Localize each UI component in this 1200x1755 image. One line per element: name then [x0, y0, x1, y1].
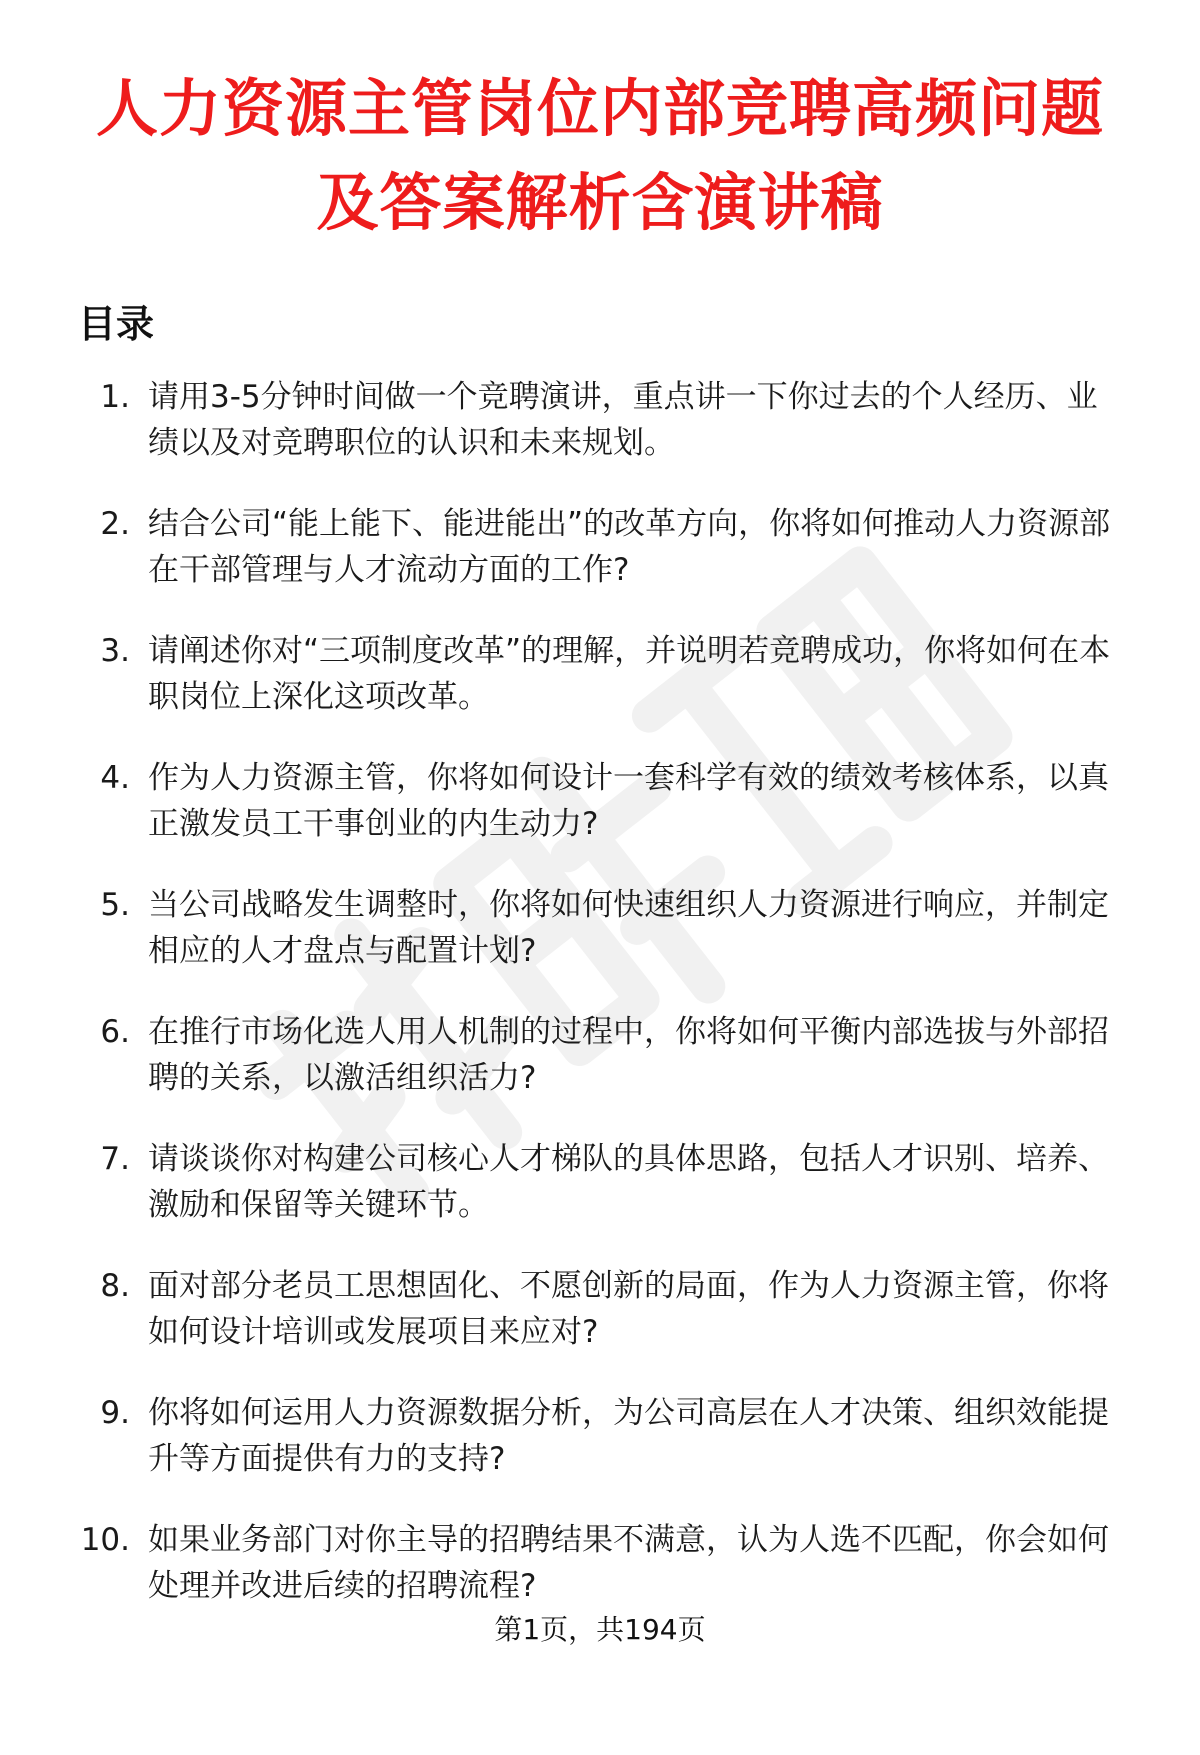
question-text: 面对部分老员工思想固化、不愿创新的局面，作为人力资源主管，你将如何设计培训或发展项目来应对? [148, 1268, 1109, 1350]
page-footer: 第1页，共194页 [494, 1613, 706, 1646]
question-number: 10. [80, 1522, 130, 1558]
question-text: 你将如何运用人力资源数据分析，为公司高层在人才决策、组织效能提升等方面提供有力的支持? [148, 1395, 1109, 1477]
question-text: 当公司战略发生调整时，你将如何快速组织人力资源进行响应，并制定相应的人才盘点与配置计划? [148, 887, 1109, 969]
question-number: 7. [100, 1141, 130, 1177]
question-number: 3. [100, 633, 130, 669]
question-number: 6. [100, 1014, 130, 1050]
question-number: 5. [100, 887, 130, 923]
question-text: 请谈谈你对构建公司核心人才梯队的具体思路，包括人才识别、培养、激励和保留等关键环节。 [148, 1141, 1109, 1223]
list-item [78, 882, 1122, 974]
list-item [78, 501, 1122, 593]
toc-heading: 目录 [78, 302, 155, 346]
question-text: 请用3-5分钟时间做一个竞聘演讲，重点讲一下你过去的个人经历、业绩以及对竞聘职位的认识和未来规划。 [148, 379, 1098, 461]
document-title: 人力资源主管岗位内部竞聘高频问题及答案解析含演讲稿 [95, 72, 1104, 239]
list-item [78, 1517, 1122, 1609]
question-number: 9. [100, 1395, 130, 1431]
question-number: 1. [100, 379, 130, 415]
list-item [78, 1390, 1122, 1482]
list-item [78, 1009, 1122, 1101]
question-number: 2. [100, 506, 130, 542]
question-text: 作为人力资源主管，你将如何设计一套科学有效的绩效考核体系，以真正激发员工干事创业的内生动力? [148, 760, 1109, 842]
question-text: 结合公司“能上能下、能进能出”的改革方向，你将如何推动人力资源部在干部管理与人才流动方面的工作? [148, 506, 1111, 588]
question-number: 8. [100, 1268, 130, 1304]
list-item [78, 1136, 1122, 1228]
list-item [78, 755, 1122, 847]
question-list [78, 374, 1122, 1609]
list-item [78, 1263, 1122, 1355]
question-text: 在推行市场化选人用人机制的过程中，你将如何平衡内部选拔与外部招聘的关系，以激活组织活力? [148, 1014, 1109, 1096]
question-text: 请阐述你对“三项制度改革”的理解，并说明若竞聘成功，你将如何在本职岗位上深化这项改革。 [148, 633, 1111, 715]
question-text: 如果业务部门对你主导的招聘结果不满意，认为人选不匹配，你会如何处理并改进后续的招聘流程? [148, 1522, 1109, 1604]
question-number: 4. [100, 760, 130, 796]
list-item [78, 628, 1122, 720]
list-item [78, 374, 1122, 466]
